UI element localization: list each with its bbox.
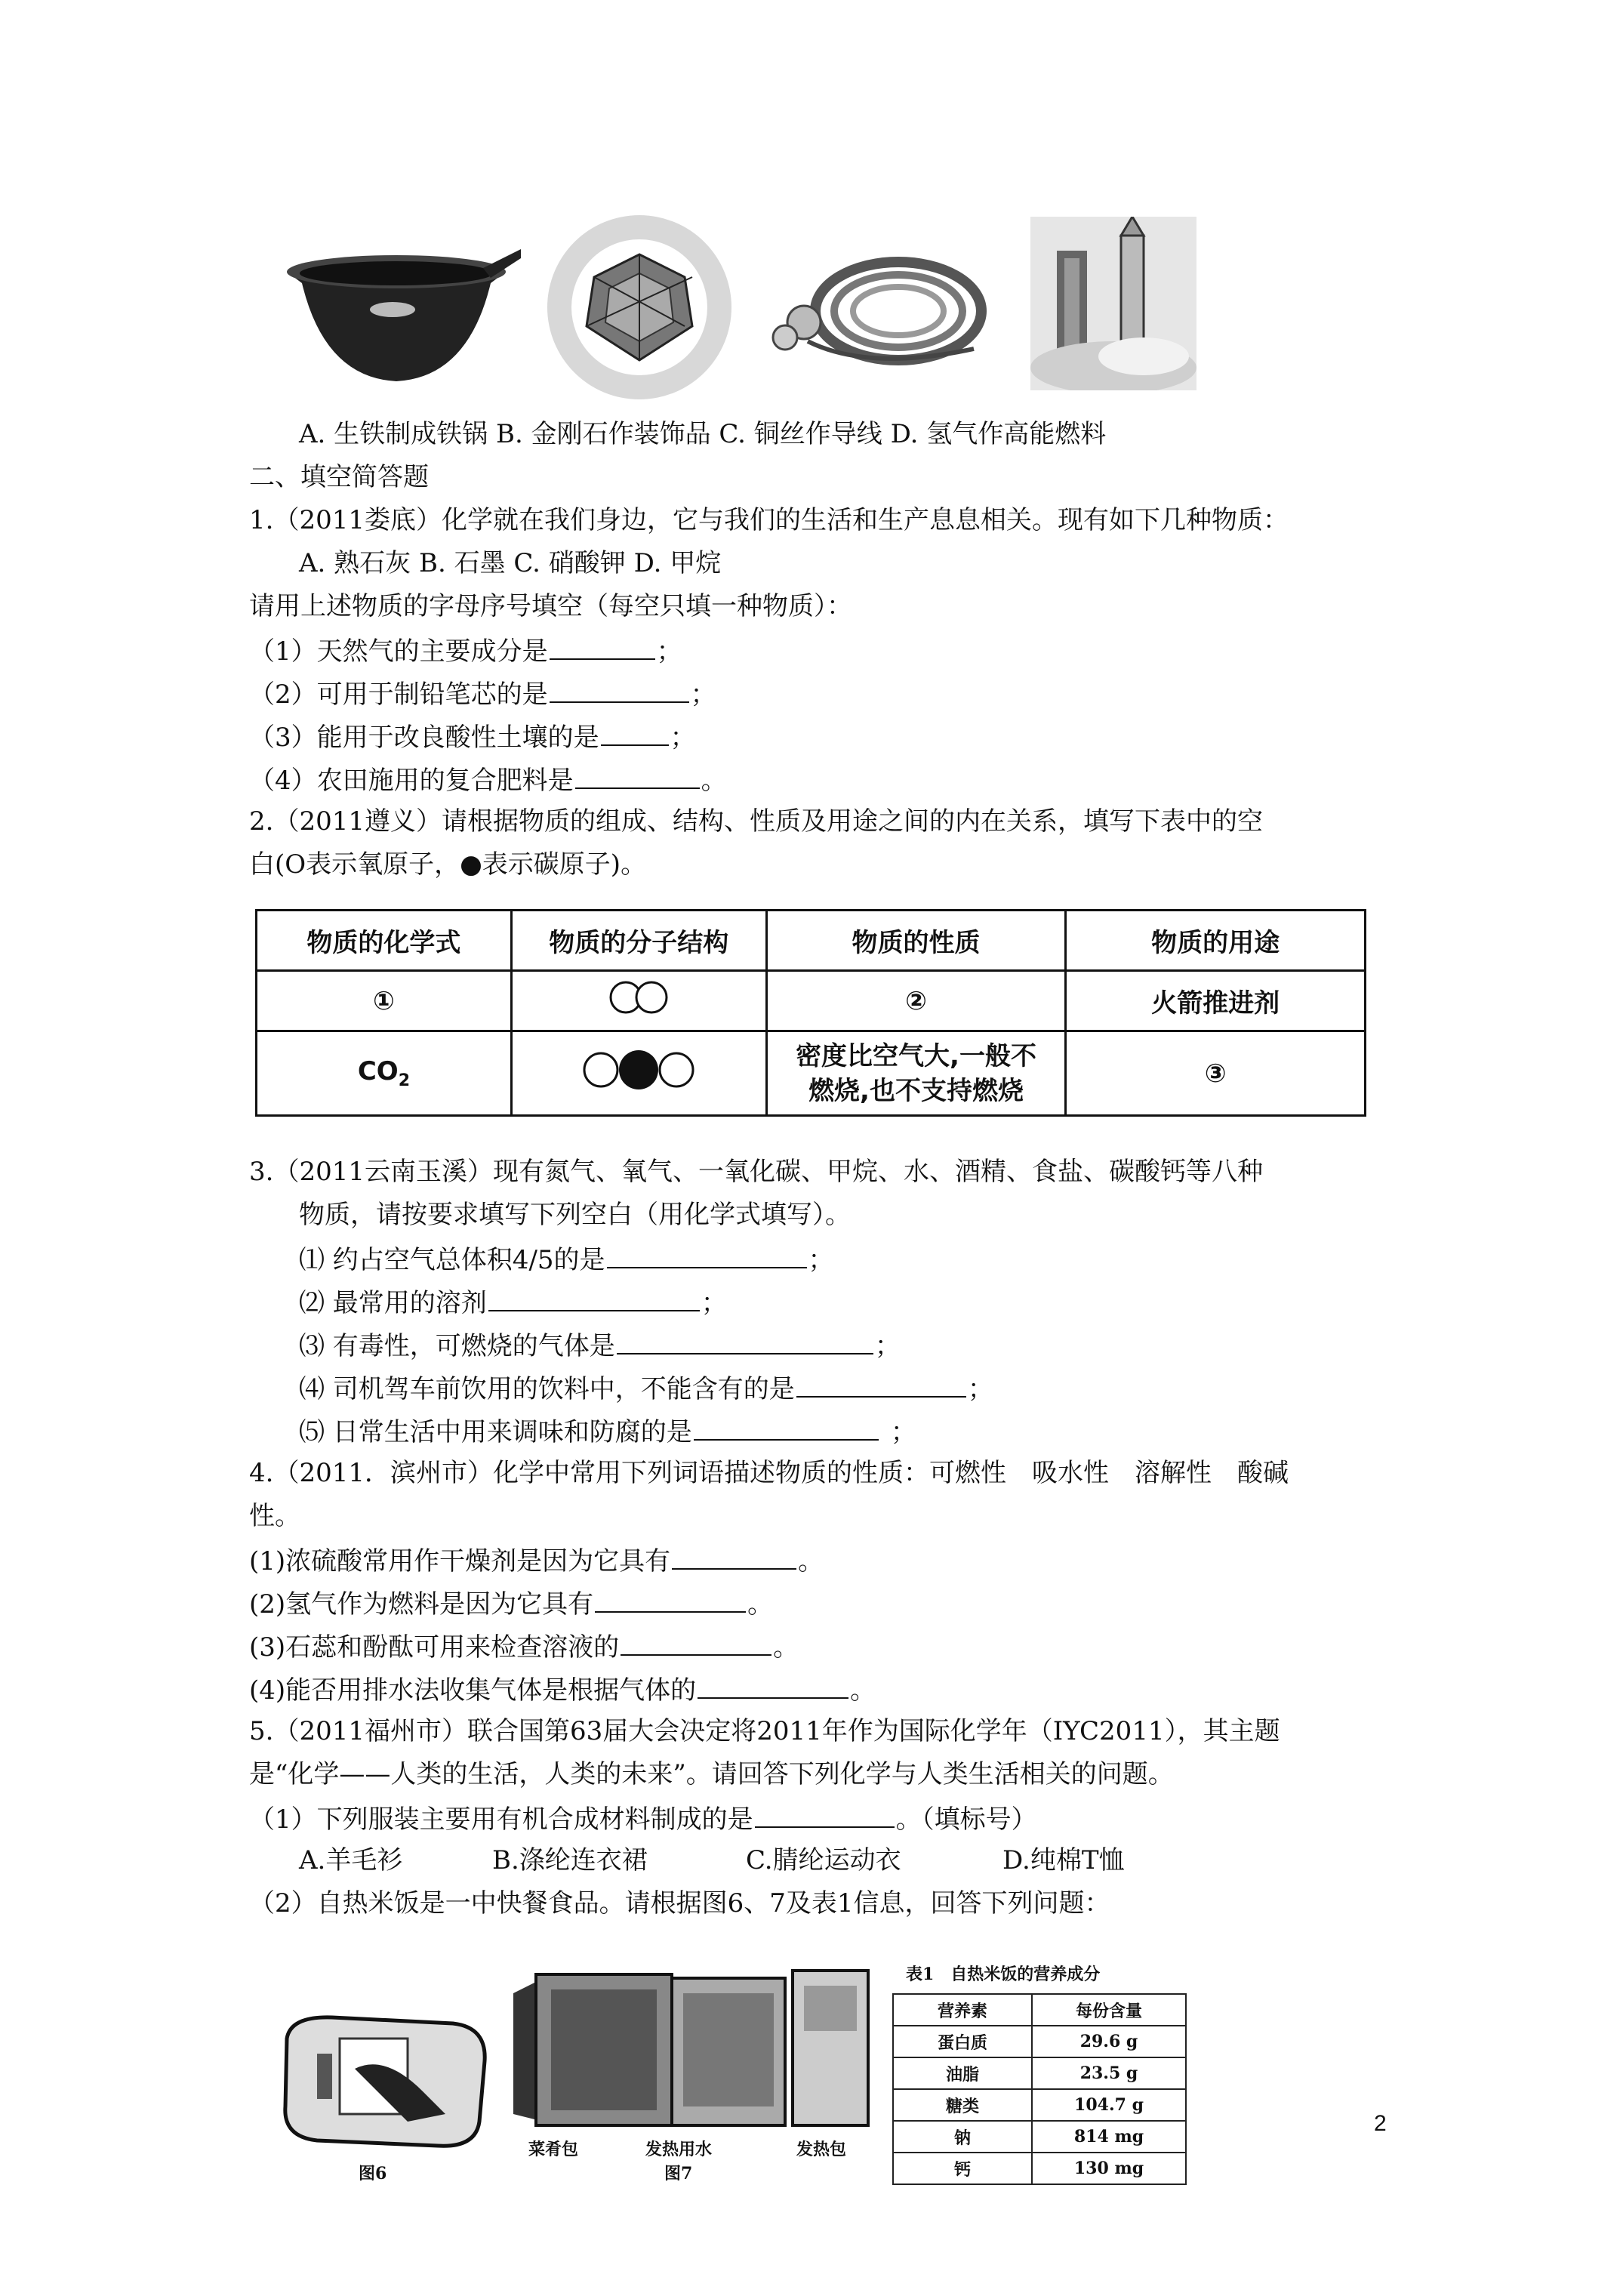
nutrient-name: 钠 bbox=[893, 2121, 1032, 2153]
answer-blank[interactable] bbox=[550, 633, 655, 660]
q2-r2-formula-sub: 2 bbox=[398, 1071, 411, 1090]
q5-sub-1-end: 。（填标号） bbox=[895, 1804, 1037, 1835]
q5-sub-1-text: （1）下列服装主要用有机合成材料制成的是 bbox=[249, 1804, 753, 1835]
q5-option-a: A.羊毛衫 bbox=[299, 1845, 403, 1875]
nutrient-amount: 104.7 g bbox=[1032, 2089, 1186, 2121]
co2-molecule-icon bbox=[574, 1049, 703, 1091]
answer-blank[interactable] bbox=[755, 1801, 895, 1828]
q5-sub-2: （2）自热米饭是一中快餐食品。请根据图6、7及表1信息，回答下列问题： bbox=[249, 1888, 1110, 1918]
answer-blank[interactable] bbox=[488, 1284, 700, 1311]
nutrition-table bbox=[892, 1993, 1187, 2185]
q3-item-text: ⑴ 约占空气总体积4/5的是 bbox=[299, 1245, 605, 1275]
q3-item-2 bbox=[299, 1284, 727, 1320]
section-title: 二、填空简答题 bbox=[249, 462, 429, 492]
q5-options bbox=[299, 1844, 1125, 1877]
q2-header-property: 物质的性质 bbox=[766, 911, 1066, 971]
fig6-caption: 图6 bbox=[359, 2164, 387, 2184]
q5-option-c: C.腈纶运动衣 bbox=[746, 1845, 901, 1875]
q2-stem-1: 2.（2011遵义）请根据物质的组成、结构、性质及用途之间的内在关系，填写下表中的空 bbox=[249, 806, 1263, 837]
copper-wire-image bbox=[762, 228, 989, 387]
q1-item-text: （2）可用于制铅笔芯的是 bbox=[249, 680, 548, 710]
nutrient-amount: 814 mg bbox=[1032, 2121, 1186, 2153]
q2-r2-property-line: 燃烧,也不支持燃烧 bbox=[808, 1075, 1024, 1106]
answer-blank[interactable] bbox=[796, 1370, 966, 1398]
self-heating-rice-box-image bbox=[272, 2008, 498, 2159]
q4-item-end: 。 bbox=[747, 1589, 774, 1620]
nutrient-name: 蛋白质 bbox=[893, 2026, 1032, 2057]
q1-item-end: ； bbox=[670, 723, 696, 753]
nutrition-header: 营养素 bbox=[893, 1994, 1032, 2026]
oxygen-molecule-icon bbox=[601, 978, 676, 1016]
nutrient-name: 糖类 bbox=[893, 2089, 1032, 2121]
nutrient-amount: 29.6 g bbox=[1032, 2026, 1186, 2057]
q5-sub-1 bbox=[249, 1801, 1037, 1836]
q1-item-1 bbox=[249, 633, 682, 668]
q2-r1-use: 火箭推进剂 bbox=[1066, 971, 1366, 1031]
q2-stem-2: 白(O表示氧原子，●表示碳原子)。 bbox=[249, 849, 647, 880]
q2-r1-structure bbox=[511, 971, 766, 1031]
nutrient-name: 油脂 bbox=[893, 2057, 1032, 2089]
q2-r2-structure bbox=[511, 1031, 766, 1116]
q1-item-3 bbox=[249, 719, 696, 754]
q1-item-text: （3）能用于改良酸性土壤的是 bbox=[249, 723, 599, 753]
q1-options: A. 熟石灰 B. 石墨 C. 硝酸钾 D. 甲烷 bbox=[299, 548, 722, 578]
q2-r2-formula-main: CO bbox=[357, 1056, 399, 1087]
answer-blank[interactable] bbox=[607, 1241, 807, 1268]
q2-r2-property-line: 密度比空气大,一般不 bbox=[796, 1040, 1036, 1071]
pack-label-heater: 发热包 bbox=[796, 2140, 847, 2159]
q2-r2-property bbox=[766, 1031, 1066, 1116]
q1-item-2 bbox=[249, 676, 716, 711]
q1-item-4 bbox=[249, 762, 727, 797]
q2-r1-formula: ① bbox=[257, 971, 512, 1031]
q2-r2-use: ③ bbox=[1066, 1031, 1366, 1116]
answer-blank[interactable] bbox=[575, 762, 700, 789]
q1-stem: 1.（2011娄底）化学就在我们身边，它与我们的生活和生产息息相关。现有如下几种物质： bbox=[249, 505, 1289, 535]
q4-item-end: 。 bbox=[850, 1675, 876, 1706]
answer-blank[interactable] bbox=[550, 676, 689, 703]
fig7-caption: 图7 bbox=[664, 2164, 693, 2184]
q1-instruction: 请用上述物质的字母序号填空（每空只填一种物质）： bbox=[249, 591, 852, 621]
q4-item-2 bbox=[249, 1586, 773, 1621]
q2-header-use: 物质的用途 bbox=[1066, 911, 1366, 971]
q3-item-end: ； bbox=[808, 1245, 834, 1275]
q4-item-text: (1)浓硫酸常用作干燥剂是因为它具有 bbox=[249, 1546, 671, 1576]
q3-item-end: ； bbox=[701, 1288, 727, 1318]
answer-blank[interactable] bbox=[601, 719, 669, 746]
answer-blank[interactable] bbox=[621, 1629, 771, 1656]
q1-image-options: A. 生铁制成铁锅 B. 金刚石作装饰品 C. 铜丝作导线 D. 氢气作高能燃料 bbox=[299, 419, 1107, 449]
answer-blank[interactable] bbox=[672, 1542, 796, 1570]
q3-item-3 bbox=[299, 1327, 901, 1363]
iron-wok-image bbox=[272, 227, 521, 393]
answer-blank[interactable] bbox=[694, 1413, 879, 1441]
q3-item-4 bbox=[299, 1370, 993, 1406]
q1-item-end: ； bbox=[656, 636, 682, 667]
q5-stem-1: 5.（2011福州市）联合国第63届大会决定将2011年作为国际化学年（IYC2011），其主题 bbox=[249, 1716, 1280, 1746]
q4-stem-1: 4.（2011．滨州市）化学中常用下列词语描述物质的性质：可燃性 吸水性 溶解性 酸碱 bbox=[249, 1458, 1289, 1488]
q3-item-end: ； bbox=[890, 1417, 916, 1447]
q4-stem-2: 性。 bbox=[249, 1501, 300, 1531]
pack-label-dishes: 菜肴包 bbox=[528, 2140, 579, 2159]
table1-title: 表1 自热米饭的营养成分 bbox=[906, 1965, 1101, 1984]
q3-stem-2: 物质，请按要求填写下列空白（用化学式填写）。 bbox=[299, 1200, 851, 1230]
q4-item-text: (2)氢气作为燃料是因为它具有 bbox=[249, 1589, 594, 1620]
q3-item-end: ； bbox=[874, 1331, 901, 1361]
q1-item-text: （1）天然气的主要成分是 bbox=[249, 636, 548, 667]
q1-item-end: 。 bbox=[701, 766, 727, 796]
q1-item-end: ； bbox=[690, 680, 716, 710]
q2-r1-property: ② bbox=[766, 971, 1066, 1031]
answer-blank[interactable] bbox=[698, 1672, 848, 1699]
q5-option-b: B.涤纶连衣裙 bbox=[492, 1845, 648, 1875]
q3-item-5 bbox=[299, 1413, 916, 1449]
q3-item-end: ； bbox=[967, 1374, 993, 1404]
q4-item-end: 。 bbox=[798, 1546, 824, 1576]
q4-item-text: (3)石蕊和酚酞可用来检查溶液的 bbox=[249, 1632, 620, 1663]
rocket-launch-image bbox=[1030, 217, 1196, 390]
page-number: 2 bbox=[1374, 2111, 1387, 2136]
q4-item-3 bbox=[249, 1629, 799, 1664]
q2-r2-formula bbox=[257, 1031, 512, 1116]
q3-item-text: ⑷ 司机驾车前饮用的饮料中，不能含有的是 bbox=[299, 1374, 795, 1404]
q3-item-text: ⑸ 日常生活中用来调味和防腐的是 bbox=[299, 1417, 692, 1447]
q5-stem-2: 是“化学——人类的生活，人类的未来”。请回答下列化学与人类生活相关的问题。 bbox=[249, 1759, 1174, 1789]
q2-header-formula: 物质的化学式 bbox=[257, 911, 512, 971]
diamond-image bbox=[545, 213, 734, 402]
q3-item-text: ⑶ 有毒性，可燃烧的气体是 bbox=[299, 1331, 615, 1361]
q3-stem-1: 3.（2011云南玉溪）现有氮气、氧气、一氧化碳、甲烷、水、酒精、食盐、碳酸钙等八种 bbox=[249, 1157, 1263, 1187]
nutrient-amount: 23.5 g bbox=[1032, 2057, 1186, 2089]
nutrient-name: 钙 bbox=[893, 2153, 1032, 2184]
q2-header-structure: 物质的分子结构 bbox=[511, 911, 766, 971]
food-packs-image bbox=[506, 1963, 876, 2137]
answer-blank[interactable] bbox=[617, 1327, 873, 1354]
q4-item-text: (4)能否用排水法收集气体是根据气体的 bbox=[249, 1675, 697, 1706]
q3-item-1 bbox=[299, 1241, 834, 1277]
q3-item-text: ⑵ 最常用的溶剂 bbox=[299, 1288, 487, 1318]
nutrient-amount: 130 mg bbox=[1032, 2153, 1186, 2184]
q5-option-d: D.纯棉T恤 bbox=[1002, 1845, 1125, 1875]
q2-table bbox=[255, 909, 1366, 1117]
q4-item-4 bbox=[249, 1672, 876, 1707]
q4-item-end: 。 bbox=[773, 1632, 799, 1663]
q1-item-text: （4）农田施用的复合肥料是 bbox=[249, 766, 574, 796]
answer-blank[interactable] bbox=[595, 1586, 746, 1613]
nutrition-header: 每份含量 bbox=[1032, 1994, 1186, 2026]
q4-item-1 bbox=[249, 1542, 824, 1578]
pack-label-water: 发热用水 bbox=[645, 2140, 713, 2159]
